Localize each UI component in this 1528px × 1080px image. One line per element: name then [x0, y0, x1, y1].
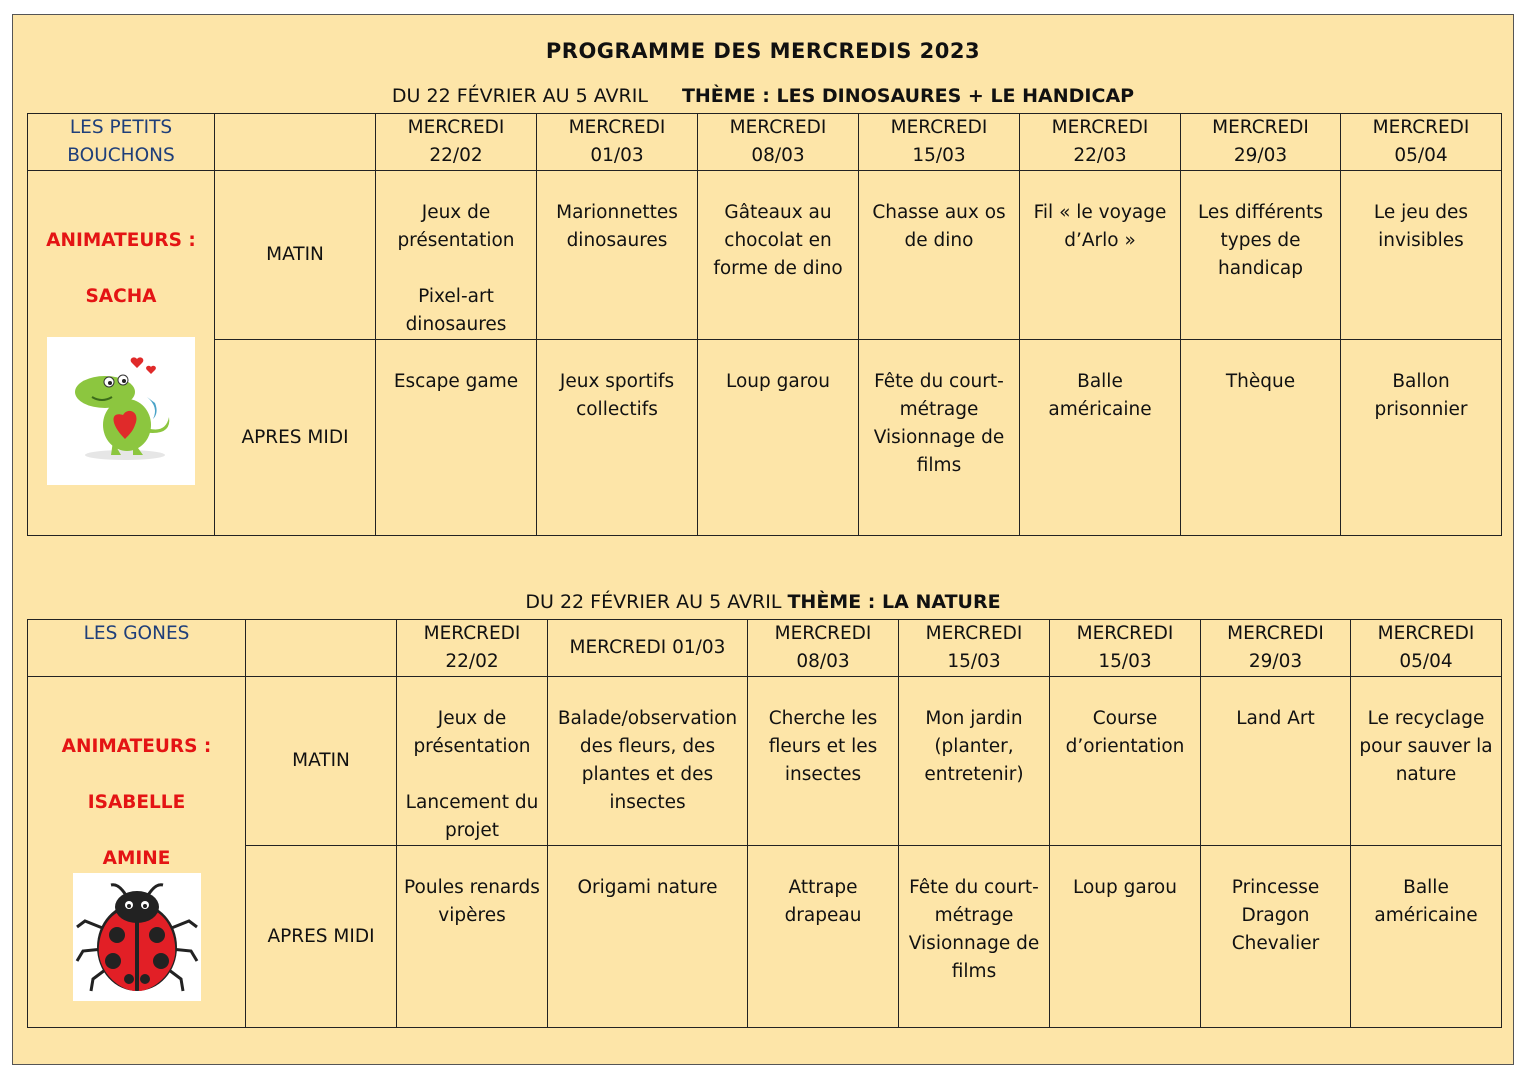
animators-cell [28, 171, 215, 536]
section2-header-row [28, 620, 1502, 677]
activity-cell: Ballon prisonnier [1341, 340, 1502, 536]
apres-midi-label: APRES MIDI [246, 846, 397, 1028]
activity-cell: Poules renards vipères [397, 846, 548, 1028]
section1-table [27, 113, 1502, 536]
day-header: MERCREDI 08/03 [698, 114, 859, 171]
activity-cell: Cherche les fleurs et les insectes [748, 677, 899, 846]
animator-name: ISABELLE [87, 792, 186, 813]
section1-period: DU 22 FÉVRIER AU 5 AVRIL [391, 85, 648, 107]
empty-header-cell [246, 620, 397, 677]
activity-cell: Attrape drapeau [748, 846, 899, 1028]
day-header: MERCREDI 22/02 [397, 620, 548, 677]
section2-subtitle [13, 591, 1513, 613]
section2-table [27, 619, 1502, 1028]
animator-name: SACHA [85, 286, 157, 307]
activity-cell: Fil « le voyage d’Arlo » [1020, 171, 1181, 340]
day-header: MERCREDI 05/04 [1351, 620, 1502, 677]
day-header: MERCREDI 22/02 [376, 114, 537, 171]
empty-header-cell [215, 114, 376, 171]
activity-cell [397, 677, 548, 846]
section1-header-row [28, 114, 1502, 171]
activity-cell: Les différents types de handicap [1181, 171, 1341, 340]
animators-label: ANIMATEURS : [61, 736, 212, 757]
dinosaur-heart-icon [47, 337, 195, 485]
section2-theme: THÈME : LA NATURE [787, 591, 1001, 613]
activity-cell: Balle américaine [1351, 846, 1502, 1028]
activity-cell: Fête du court-métrage Visionnage de films [899, 846, 1050, 1028]
activity-cell: Land Art [1201, 677, 1351, 846]
activity-cell: Thèque [1181, 340, 1341, 536]
day-header: MERCREDI 15/03 [859, 114, 1020, 171]
activity-cell: Balade/observation des fleurs, des plantes et des insectes [548, 677, 748, 846]
activity-cell: Princesse Dragon Chevalier [1201, 846, 1351, 1028]
day-header: MERCREDI 08/03 [748, 620, 899, 677]
section2-apres-row [28, 846, 1502, 1028]
page-title: PROGRAMME DES MERCREDIS 2023 [545, 39, 981, 63]
day-header: MERCREDI 29/03 [1201, 620, 1351, 677]
activity-cell: Escape game [376, 340, 537, 536]
section1-theme: THÈME : LES DINOSAURES + LE HANDICAP [681, 85, 1135, 107]
ladybug-icon [73, 873, 201, 1001]
day-header: MERCREDI 05/04 [1341, 114, 1502, 171]
animators-label: ANIMATEURS : [46, 230, 196, 251]
activity-cell: Loup garou [698, 340, 859, 536]
group-name: LES PETITS BOUCHONS [28, 114, 215, 171]
day-header: MERCREDI 01/03 [548, 620, 748, 677]
group-name: LES GONES [28, 620, 246, 677]
day-header: MERCREDI 29/03 [1181, 114, 1341, 171]
activity-text: Jeux de présentation Lancement du projet [405, 708, 539, 841]
day-header: MERCREDI 15/03 [899, 620, 1050, 677]
activity-cell: Chasse aux os de dino [859, 171, 1020, 340]
activity-cell: Course d’orientation [1050, 677, 1201, 846]
animator-name: AMINE [102, 848, 171, 869]
programme-sheet [12, 14, 1514, 1065]
day-header: MERCREDI 01/03 [537, 114, 698, 171]
section2-matin-row [28, 677, 1502, 846]
activity-cell: Le jeu des invisibles [1341, 171, 1502, 340]
section1-matin-row [28, 171, 1502, 340]
activity-cell: Loup garou [1050, 846, 1201, 1028]
activity-cell [376, 171, 537, 340]
animators-cell [28, 677, 246, 1028]
section2-period: DU 22 FÉVRIER AU 5 AVRIL [525, 591, 782, 613]
activity-cell: Mon jardin (planter, entretenir) [899, 677, 1050, 846]
matin-label: MATIN [246, 677, 397, 846]
activity-cell: Le recyclage pour sauver la nature [1351, 677, 1502, 846]
section1-apres-row [28, 340, 1502, 536]
section1-subtitle [13, 85, 1513, 107]
activity-cell: Marionnettes dinosaures [537, 171, 698, 340]
day-header: MERCREDI 22/03 [1020, 114, 1181, 171]
activity-text: Jeux de présentation Pixel-art dinosaures [397, 202, 515, 335]
activity-cell: Origami nature [548, 846, 748, 1028]
day-header: MERCREDI 15/03 [1050, 620, 1201, 677]
activity-cell: Fête du court-métrage Visionnage de films [859, 340, 1020, 536]
activity-cell: Jeux sportifs collectifs [537, 340, 698, 536]
activity-cell: Balle américaine [1020, 340, 1181, 536]
apres-midi-label: APRES MIDI [215, 340, 376, 536]
matin-label: MATIN [215, 171, 376, 340]
activity-cell: Gâteaux au chocolat en forme de dino [698, 171, 859, 340]
